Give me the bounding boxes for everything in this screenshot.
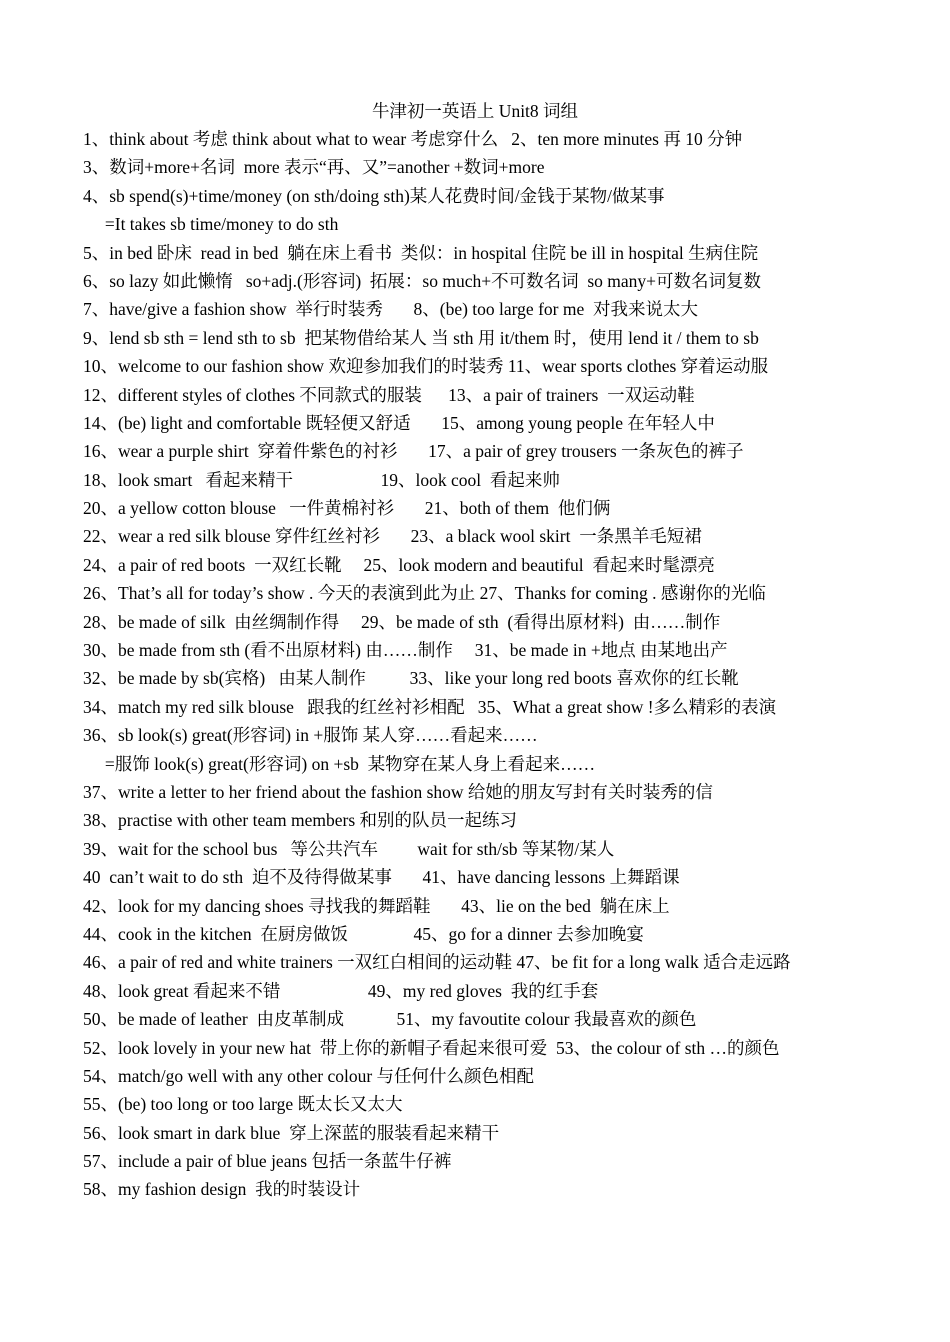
phrase-line: 50、be made of leather 由皮革制成 51、my favoutite colour 我最喜欢的颜色 xyxy=(83,1009,697,1030)
phrase-line: 34、match my red silk blouse 跟我的红丝衬衫相配 35、What a great show !多么精彩的表演 xyxy=(83,696,777,717)
phrase-line: 56、look smart in dark blue 穿上深蓝的服装看起来精干 xyxy=(83,1122,500,1143)
phrase-line: 57、include a pair of blue jeans 包括一条蓝牛仔裤 xyxy=(83,1151,452,1172)
phrase-line: =服饰 look(s) great(形容词) on +sb 某物穿在某人身上看起来…… xyxy=(83,753,596,774)
phrase-line: 30、be made from sth (看不出原材料) 由……制作 31、be made in +地点 由某地出产 xyxy=(83,640,728,661)
phrase-line: 22、wear a red silk blouse 穿件红丝衬衫 23、a black wool skirt 一条黑羊毛短裙 xyxy=(83,526,702,547)
phrase-line: 16、wear a purple shirt 穿着件紫色的衬衫 17、a pair of grey trousers 一条灰色的裤子 xyxy=(83,441,744,462)
phrase-line: 20、a yellow cotton blouse 一件黄棉衬衫 21、both of them 他们俩 xyxy=(83,498,611,519)
phrase-line: 36、sb look(s) great(形容词) in +服饰 某人穿……看起来…… xyxy=(83,725,538,746)
phrase-line: 9、lend sb sth = lend sth to sb 把某物借给某人 当 sth 用 it/them 时，使用 lend it / them to sb xyxy=(83,327,759,348)
phrase-line: 55、(be) too long or too large 既太长又太大 xyxy=(83,1094,403,1115)
phrase-line: 26、That’s all for today’s show . 今天的表演到此为止 27、Thanks for coming . 感谢你的光临 xyxy=(83,583,766,604)
phrase-line: 18、look smart 看起来精干 19、look cool 看起来帅 xyxy=(83,469,560,490)
phrase-line: 48、look great 看起来不错 49、my red gloves 我的红手套 xyxy=(83,980,599,1001)
phrase-line: 10、welcome to our fashion show 欢迎参加我们的时装秀 11、wear sports clothes 穿着运动服 xyxy=(83,356,769,377)
phrase-line: 46、a pair of red and white trainers 一双红白相间的运动鞋 47、be fit for a long walk 适合走远路 xyxy=(83,952,791,973)
phrase-line: 14、(be) light and comfortable 既轻便又舒适 15、among young people 在年轻人中 xyxy=(83,412,715,433)
phrase-list xyxy=(83,125,933,1204)
phrase-line: 4、sb spend(s)+time/money (on sth/doing sth)某人花费时间/金钱于某物/做某事 xyxy=(83,185,665,206)
phrase-line: 1、think about 考虑 think about what to wear 考虑穿什么 2、ten more minutes 再 10 分钟 xyxy=(83,129,743,149)
document-title: 牛津初一英语上 Unit8 词组 xyxy=(371,101,579,121)
phrase-line: 42、look for my dancing shoes 寻找我的舞蹈鞋 43、lie on the bed 躺在床上 xyxy=(83,895,670,916)
phrase-line: 39、wait for the school bus 等公共汽车 wait for sth/sb 等某物/某人 xyxy=(83,838,615,859)
phrase-line: 6、so lazy 如此懒惰 so+adj.(形容词) 拓展：so much+不可数名词 so many+可数名词复数 xyxy=(83,270,762,291)
phrase-line: 7、have/give a fashion show 举行时装秀 8、(be) too large for me 对我来说太大 xyxy=(83,299,698,320)
phrase-line: =It takes sb time/money to do sth xyxy=(83,214,339,235)
phrase-line: 38、practise with other team members 和别的队员一起练习 xyxy=(83,810,518,831)
phrase-line: 44、cook in the kitchen 在厨房做饭 45、go for a dinner 去参加晚宴 xyxy=(83,923,644,944)
phrase-line: 54、match/go well with any other colour 与任何什么颜色相配 xyxy=(83,1065,535,1086)
phrase-line: 5、in bed 卧床 read in bed 躺在床上看书 类似：in hospital 住院 be ill in hospital 生病住院 xyxy=(83,242,759,263)
phrase-line: 52、look lovely in your new hat 带上你的新帽子看起来很可爱 53、the colour of sth …的颜色 xyxy=(83,1037,780,1058)
phrase-line: 37、write a letter to her friend about the fashion show 给她的朋友写封有关时装秀的信 xyxy=(83,781,713,802)
phrase-line: 12、different styles of clothes 不同款式的服装 13、a pair of trainers 一双运动鞋 xyxy=(83,384,695,405)
phrase-line: 40 can’t wait to do sth 迫不及待得做某事 41、have dancing lessons 上舞蹈课 xyxy=(83,867,680,888)
phrase-line: 24、a pair of red boots 一双红长靴 25、look modern and beautiful 看起来时髦漂亮 xyxy=(83,554,715,575)
phrase-line: 28、be made of silk 由丝绸制作得 29、be made of sth (看得出原材料) 由……制作 xyxy=(83,611,721,632)
phrase-line: 58、my fashion design 我的时装设计 xyxy=(83,1179,361,1200)
phrase-line: 32、be made by sb(宾格) 由某人制作 33、like your long red boots 喜欢你的红长靴 xyxy=(83,668,739,689)
phrase-line: 3、数词+more+名词 more 表示“再、又”=another +数词+more xyxy=(83,157,545,178)
